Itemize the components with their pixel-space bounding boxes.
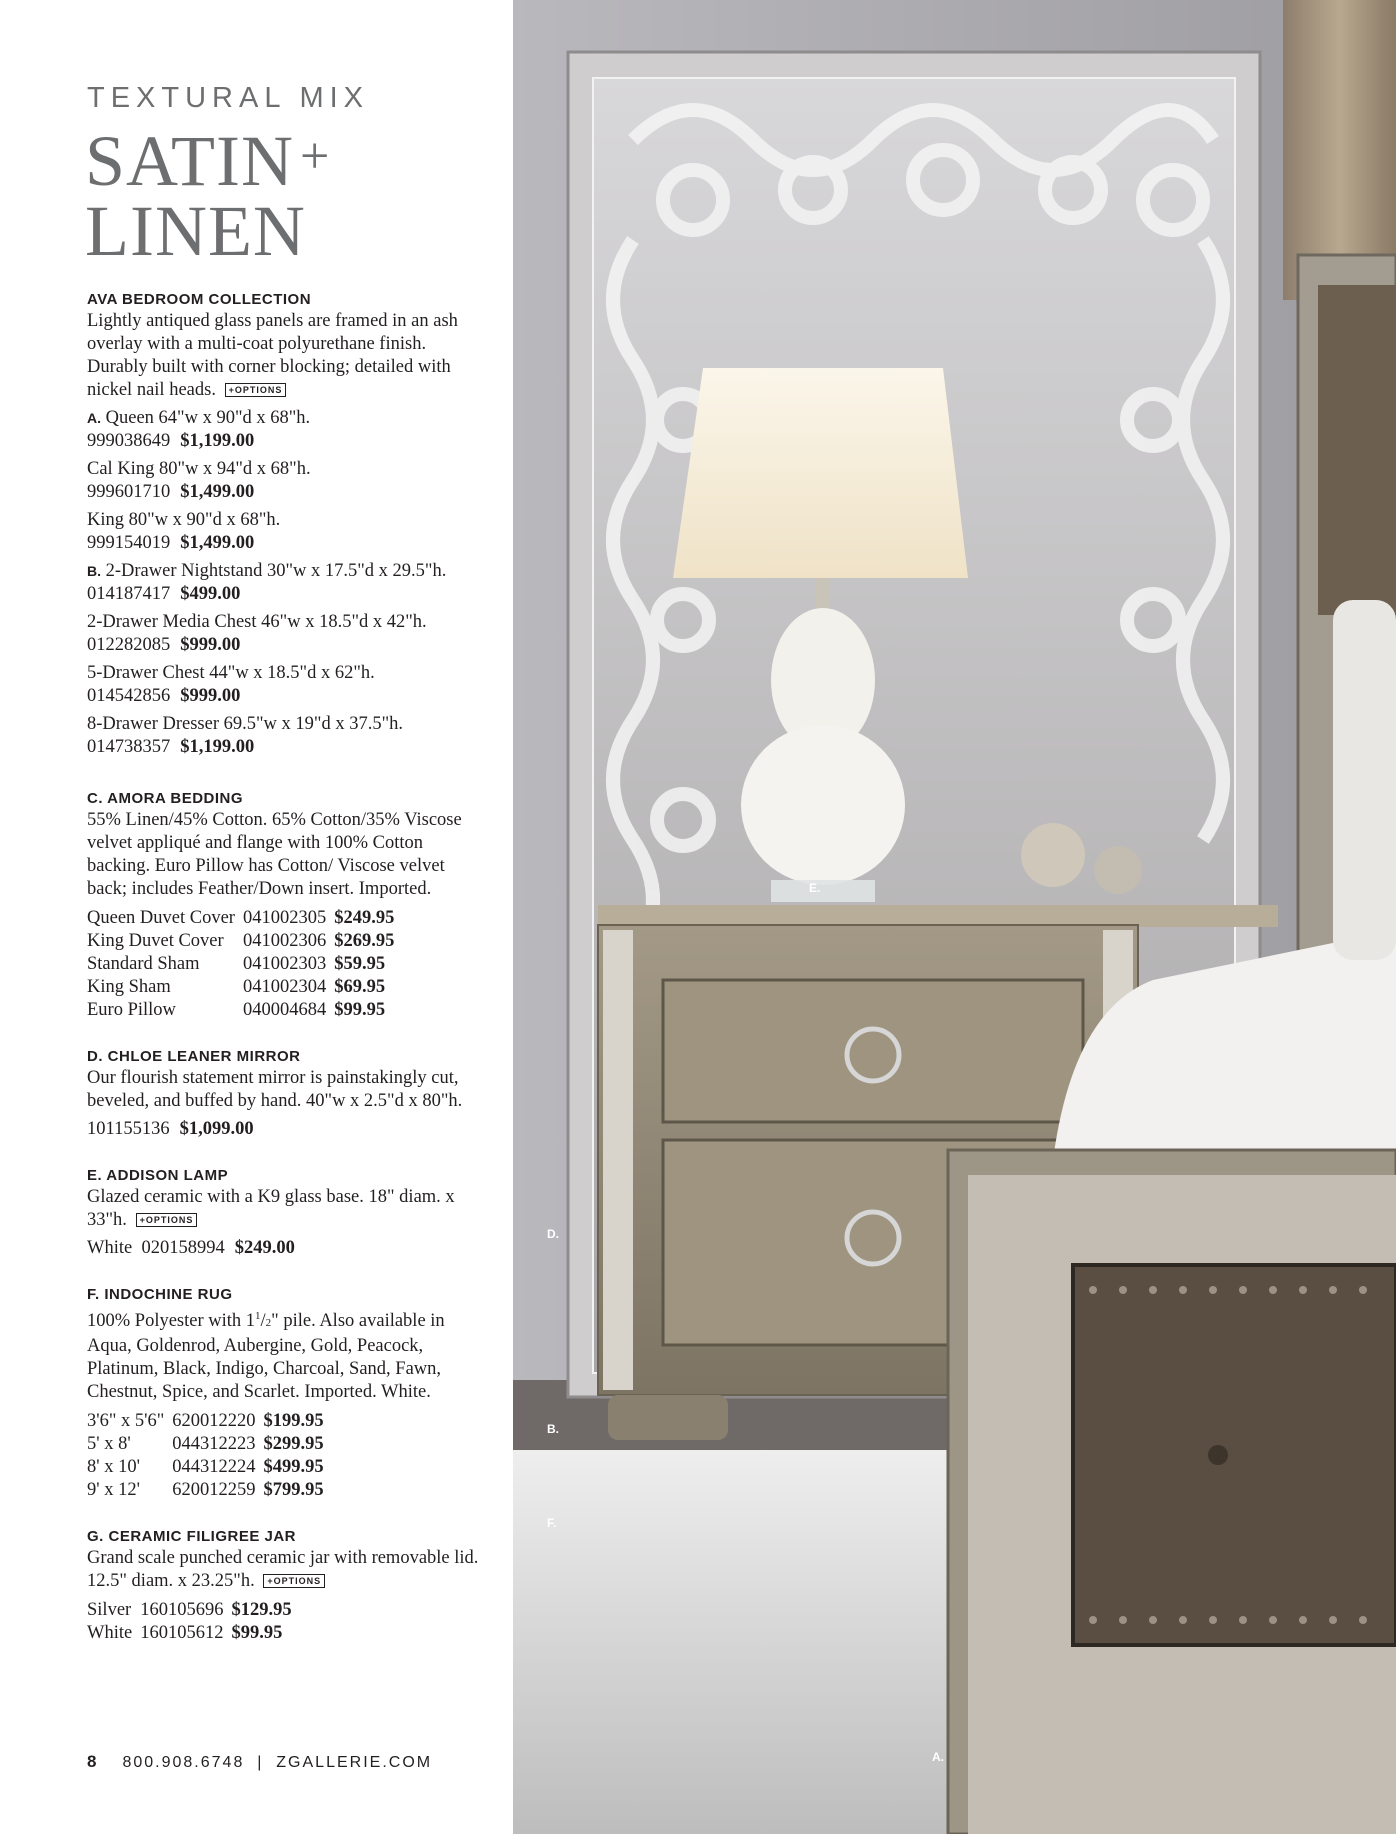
- row-name: King Sham: [87, 977, 171, 997]
- sku: 014187417: [87, 584, 171, 604]
- callout-d: D.: [547, 1227, 559, 1241]
- description-text: 100% Polyester with 1: [87, 1311, 256, 1332]
- bedroom-scene-illustration: [513, 0, 1396, 1834]
- row-price: $99.95: [231, 1623, 283, 1644]
- row-price: $499.95: [263, 1457, 324, 1478]
- addison-section: [87, 1166, 487, 1260]
- callout-b: B.: [547, 1422, 559, 1436]
- room-photo: [513, 0, 1396, 1834]
- section-title: C. AMORA BEDDING: [87, 790, 244, 807]
- price: $1,099.00: [179, 1119, 254, 1139]
- item-desc-line: [87, 509, 487, 532]
- section-title: G. CERAMIC FILIGREE JAR: [87, 1528, 297, 1546]
- price-row: [87, 976, 394, 999]
- section-description: [87, 1547, 487, 1593]
- indochine-section: [87, 1285, 487, 1502]
- price-table: [87, 907, 394, 1022]
- sku: 020158994: [141, 1238, 225, 1258]
- section-description: Our flourish statement mirror is painstakingly cut, beveled, and buffed by hand. 40"w x 2.5"d x 80"h.: [87, 1068, 463, 1111]
- headline-line1: SATIN: [85, 121, 295, 201]
- price-row: [87, 1622, 292, 1645]
- sku: 014542856: [87, 686, 171, 706]
- item-desc-line: [87, 560, 487, 583]
- price: $999.00: [180, 686, 241, 706]
- sku-line: [87, 685, 487, 708]
- sku: 014738357: [87, 737, 171, 757]
- item-desc-line: [87, 407, 487, 430]
- sku-line: [87, 634, 487, 657]
- row-sku: 044312223: [172, 1434, 256, 1455]
- row-price: $199.95: [263, 1411, 324, 1432]
- price-row: [87, 1433, 324, 1456]
- callout-f: F.: [547, 1516, 557, 1530]
- sku-line: [87, 583, 487, 606]
- variant: White: [87, 1238, 133, 1258]
- section-description: [87, 1186, 487, 1232]
- text-column: [0, 0, 513, 1834]
- description-text: Lightly antiqued glass panels are framed in an ash overlay with a multi-coat polyurethane finish. Durably built with corner blocking; detailed with nickel nail heads.: [87, 311, 458, 400]
- row-sku: 160105696: [140, 1600, 224, 1621]
- chloe-section: [87, 1047, 487, 1141]
- section-kicker: TEXTURAL MIX: [87, 82, 370, 114]
- item-desc: 2-Drawer Nightstand 30"w x 17.5"d x 29.5"h.: [105, 561, 447, 581]
- row-sku: 041002304: [242, 977, 327, 997]
- row-sku: 620012220: [172, 1411, 256, 1432]
- section-description: [87, 1305, 487, 1404]
- row-name: Standard Sham: [87, 954, 200, 974]
- row-price: $799.95: [263, 1480, 324, 1501]
- ava-item: [87, 458, 487, 504]
- description-text: Grand scale punched ceramic jar with removable lid. 12.5" diam. x 23.25"h.: [87, 1548, 479, 1592]
- row-price: $249.95: [334, 908, 395, 928]
- section-title: E. ADDISON LAMP: [87, 1167, 229, 1184]
- ceramic-section: [87, 1527, 487, 1645]
- price-row: [87, 953, 394, 976]
- item-desc-line: [87, 662, 487, 685]
- price: $999.00: [180, 635, 241, 655]
- ava-item: [87, 611, 487, 657]
- row-price: $269.95: [334, 931, 395, 951]
- price: $1,499.00: [180, 533, 255, 553]
- ava-item: [87, 662, 487, 708]
- sku-line: [87, 430, 487, 453]
- row-name: Euro Pillow: [87, 1000, 176, 1020]
- row-sku: 041002303: [242, 954, 327, 974]
- sku: 999601710: [87, 482, 171, 502]
- footer-separator: |: [257, 1754, 264, 1771]
- price: $1,199.00: [180, 431, 255, 451]
- ava-section: [87, 290, 487, 759]
- price-row: [87, 1410, 324, 1433]
- section-title: AVA BEDROOM COLLECTION: [87, 291, 312, 308]
- row-sku: 041002305: [242, 908, 327, 928]
- row-price: $69.95: [334, 977, 386, 997]
- price-row: [87, 999, 394, 1022]
- phone-number[interactable]: 800.908.6748: [122, 1754, 245, 1771]
- price-table: [87, 1599, 292, 1645]
- fraction-slash: /: [260, 1311, 266, 1332]
- row-sku: 044312224: [172, 1457, 256, 1478]
- row-price: $299.95: [263, 1434, 324, 1455]
- price-table: [87, 1410, 324, 1502]
- sku-line: [87, 736, 487, 759]
- item-desc: 8-Drawer Dresser 69.5"w x 19"d x 37.5"h.: [87, 714, 404, 734]
- section-title: F. INDOCHINE RUG: [87, 1286, 233, 1303]
- item-desc-line: [87, 458, 487, 481]
- ava-item: [87, 713, 487, 759]
- row-name: King Duvet Cover: [87, 931, 224, 951]
- price: $499.00: [180, 584, 241, 604]
- price: $1,499.00: [180, 482, 255, 502]
- row-price: $99.95: [334, 1000, 386, 1020]
- row-variant: White: [87, 1623, 133, 1644]
- item-desc-line: [87, 713, 487, 736]
- page-headline: [85, 121, 331, 271]
- sku: 999038649: [87, 431, 171, 451]
- sku-line: [87, 481, 487, 504]
- row-name: Queen Duvet Cover: [87, 908, 235, 928]
- item-desc: Queen 64"w x 90"d x 68"h.: [105, 408, 311, 428]
- ava-item: [87, 407, 487, 453]
- ava-item: [87, 509, 487, 555]
- item-desc: King 80"w x 90"d x 68"h.: [87, 510, 281, 530]
- price-row: [87, 1599, 292, 1622]
- item-desc: 5-Drawer Chest 44"w x 18.5"d x 62"h.: [87, 663, 375, 683]
- product-listings: [87, 290, 487, 1662]
- ava-item-list: [87, 407, 487, 759]
- section-description: [87, 310, 487, 402]
- page-footer: [87, 1752, 432, 1772]
- fraction-denominator: 2: [265, 1317, 272, 1330]
- item-desc-line: [87, 611, 487, 634]
- website-link[interactable]: ZGALLERIE.COM: [276, 1754, 433, 1771]
- price-row: [87, 930, 394, 953]
- price-row: [87, 1479, 324, 1502]
- callout-a: A.: [932, 1750, 944, 1764]
- row-price: $59.95: [334, 954, 386, 974]
- page-number: 8: [87, 1752, 97, 1771]
- item-desc: 2-Drawer Media Chest 46"w x 18.5"d x 42"h.: [87, 612, 427, 632]
- sku-line: [87, 1237, 487, 1260]
- row-sku: 040004684: [242, 1000, 327, 1020]
- options-button[interactable]: +OPTIONS: [263, 1574, 325, 1588]
- row-size: 8' x 10': [87, 1457, 140, 1478]
- sku: 101155136: [87, 1119, 170, 1139]
- row-size: 3'6" x 5'6": [87, 1411, 165, 1432]
- fraction-numerator: 1: [255, 1310, 261, 1322]
- headline-line2: LINEN: [85, 191, 306, 271]
- price: $1,199.00: [180, 737, 255, 757]
- sku-line: [87, 1118, 487, 1141]
- sku: 999154019: [87, 533, 171, 553]
- row-size: 5' x 8': [87, 1434, 131, 1455]
- item-letter: B.: [87, 563, 101, 579]
- row-sku: 620012259: [172, 1480, 256, 1501]
- amora-section: [87, 789, 487, 1022]
- section-title: D. CHLOE LEANER MIRROR: [87, 1048, 301, 1065]
- row-sku: 160105612: [140, 1623, 224, 1644]
- options-button[interactable]: +OPTIONS: [225, 383, 287, 397]
- ava-item: [87, 560, 487, 606]
- description-text: Glazed ceramic with a K9 glass base. 18" diam. x 33"h.: [87, 1187, 455, 1230]
- sku-line: [87, 532, 487, 555]
- sku: 012282085: [87, 635, 171, 655]
- options-button[interactable]: +OPTIONS: [136, 1213, 198, 1227]
- price-row: [87, 1456, 324, 1479]
- headline-plus: +: [300, 128, 331, 185]
- price: $249.00: [234, 1238, 295, 1258]
- item-letter: A.: [87, 410, 101, 426]
- section-description: 55% Linen/45% Cotton. 65% Cotton/35% Viscose velvet appliqué and flange with 100% Cotton backing. Euro Pillow has Cotton/ Viscose velvet back; includes Feather/Down insert. Imported.: [87, 810, 462, 899]
- row-price: $129.95: [231, 1600, 292, 1621]
- row-size: 9' x 12': [87, 1480, 140, 1501]
- price-row: [87, 907, 394, 930]
- item-desc: Cal King 80"w x 94"d x 68"h.: [87, 459, 311, 479]
- row-variant: Silver: [87, 1600, 132, 1621]
- callout-e: E.: [809, 881, 821, 895]
- description-text: " pile. Also available in Aqua, Goldenrod, Aubergine, Gold, Peacock, Platinum, Black, Indigo, Charcoal, Sand, Fawn, Chestnut, Spice, and Scarlet. Imported. White.: [87, 1311, 445, 1403]
- row-sku: 041002306: [242, 931, 327, 951]
